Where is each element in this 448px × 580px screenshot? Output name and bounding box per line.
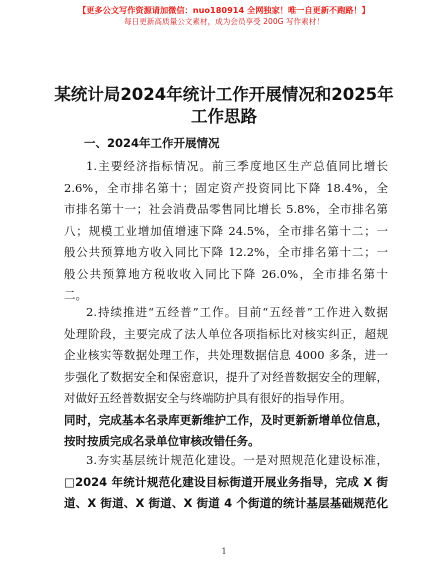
paragraph-line-bold: 同时，完成基本名录库更新维护工作，及时更新新增单位信息，	[64, 412, 388, 427]
paragraph-line: 二。	[64, 288, 87, 302]
paragraph-line: 企业核实等数据处理工作，共处理数据信息 4000 多条，进一	[64, 348, 388, 362]
paragraph-line-bold: 按时按质完成名录单位审核改错任务。	[64, 434, 260, 448]
paragraph-economic-indicators	[64, 156, 388, 307]
paragraph-line: 处理阶段，主要完成了法人单位各项指标比对核实纠正，超规	[64, 326, 388, 341]
paragraph-line: 2.持续推进“五经普”工作。目前“五经普”工作进入数据	[86, 305, 388, 319]
page-number: 1	[221, 547, 227, 556]
paragraph-grassroots-statistics	[64, 450, 388, 515]
paragraph-census-work	[64, 302, 388, 453]
paragraph-line: 3.夯实基层统计规范化建设。一是对照规范化建设标准，	[86, 453, 388, 467]
paragraph-line: 2.6%，全市排名第十；固定资产投资同比下降 18.4%，全	[64, 180, 388, 195]
paragraph-line: 对做好五经普数据安全与终端防护具有很好的指导作用。	[64, 391, 352, 405]
document-title-line1: 某统计局2024年统计工作开展情况和2025年	[54, 85, 394, 104]
section-heading: 一、2024年工作开展情况	[84, 136, 220, 150]
paragraph-line: 般公共预算地方收入同比下降 12.2%，全市排名第十二；一	[64, 245, 388, 259]
promo-banner	[0, 4, 448, 28]
paragraph-line: 八；规模工业增加值增速下降 24.5%，全市排名第十二；一	[64, 223, 388, 238]
paragraph-line: 般公共预算地方税收收入同比下降 26.0%，全市排名第十	[64, 266, 388, 281]
promo-banner-line1: 【更多公文写作资源请加微信：nuo180914 全网独家！唯一自更新不跑路！】	[78, 5, 370, 15]
document-title-line2: 工作思路	[191, 107, 257, 126]
paragraph-line: 1.主要经济指标情况。前三季度地区生产总值同比增长	[86, 159, 388, 173]
paragraph-line-bold: □2024 年统计规范化建设目标街道开展业务指导，完成 X 街	[64, 474, 388, 489]
paragraph-line: 市排名第十一；社会消费品零售同比增长 5.8%，全市排名第	[64, 202, 388, 216]
document-title	[40, 84, 408, 128]
promo-banner-line2: 每日更新高质量公文素材，成为会员享受 200G 写作素材！	[124, 17, 324, 26]
paragraph-line: 步强化了数据安全和保密意识，提升了对经普数据安全的理解，	[64, 369, 388, 384]
paragraph-line-bold: 道、X 街道、X 街道、X 街道 4 个街道的统计基层基础规范化	[64, 496, 388, 510]
